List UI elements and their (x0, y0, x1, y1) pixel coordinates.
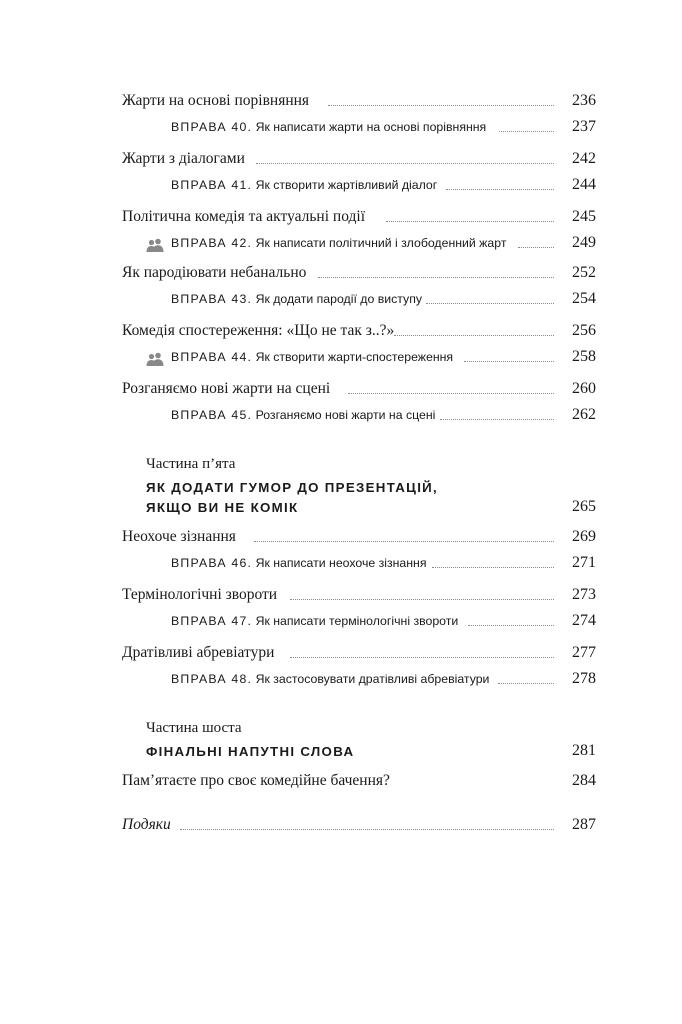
toc-entry-title: Як застосовувати дратівливі абревіатури (255, 672, 490, 686)
toc-exercise[interactable] (0, 612, 682, 636)
toc-entry[interactable] (0, 380, 682, 404)
toc-page-number: 256 (572, 322, 596, 339)
leader-dots (318, 277, 554, 278)
toc-page-number: 265 (572, 498, 596, 515)
leader-dots (256, 163, 554, 164)
toc-page-number: 244 (572, 176, 596, 193)
toc-exercise[interactable] (0, 234, 682, 258)
exercise-prefix: ВПРАВА 48. (171, 672, 253, 686)
toc-entry[interactable] (0, 150, 682, 174)
leader-dots (432, 567, 554, 568)
part-title-line: ЯК ДОДАТИ ГУМОР ДО ПРЕЗЕНТАЦІЙ, (146, 480, 439, 495)
toc-page-number: 252 (572, 264, 596, 281)
toc-entry-title: Пам’ятаєте про своє комедійне бачення? (122, 772, 390, 789)
toc-exercise[interactable] (0, 406, 682, 430)
toc-page-number: 278 (572, 670, 596, 687)
toc-entry-title: Розганяємо нові жарти на сцені (255, 408, 436, 422)
toc-entry-title: Термінологічні звороти (122, 586, 278, 603)
toc-entry[interactable] (0, 528, 682, 552)
toc-exercise[interactable] (0, 554, 682, 578)
part-heading[interactable] (0, 742, 682, 766)
toc-page-number: 260 (572, 380, 596, 397)
exercise-prefix: ВПРАВА 41. (171, 178, 253, 192)
exercise-prefix: ВПРАВА 40. (171, 120, 253, 134)
toc-page-number: 281 (572, 742, 596, 759)
toc-entry[interactable] (0, 644, 682, 668)
toc-entry[interactable] (0, 92, 682, 116)
toc-page-number: 242 (572, 150, 596, 167)
toc-page-number: 237 (572, 118, 596, 135)
toc-page-number: 287 (572, 816, 596, 833)
toc-exercise[interactable] (0, 118, 682, 142)
toc-exercise[interactable] (0, 348, 682, 372)
leader-dots (290, 657, 554, 658)
toc-entry-title: Розганяємо нові жарти на сцені (122, 380, 331, 397)
toc-entry-title: Подяки (122, 816, 171, 833)
toc-page-number: 274 (572, 612, 596, 629)
toc-entry-title: Як пародіювати небанально (122, 264, 307, 281)
leader-dots (290, 599, 554, 600)
toc-entry-title: Дратівливі абревіатури (122, 644, 275, 661)
leader-dots (394, 335, 554, 336)
leader-dots (254, 541, 554, 542)
toc-exercise[interactable] (0, 670, 682, 694)
toc-entry-title: Жарти на основі порівняння (122, 92, 310, 109)
toc-entry-title: Неохоче зізнання (122, 528, 236, 545)
toc-entry-title: Політична комедія та актуальні події (122, 208, 366, 225)
leader-dots (386, 221, 554, 222)
exercise-prefix: ВПРАВА 45. (171, 408, 253, 422)
toc-page-number: 273 (572, 586, 596, 603)
toc-page-number: 262 (572, 406, 596, 423)
exercise-prefix: ВПРАВА 42. (171, 236, 253, 250)
exercise-prefix: ВПРАВА 46. (171, 556, 253, 570)
leader-dots (426, 303, 554, 304)
leader-dots (464, 361, 554, 362)
toc-entry[interactable] (0, 322, 682, 346)
part-label: Частина п’ята (146, 456, 236, 472)
toc-entry[interactable] (0, 208, 682, 232)
toc-entry-thanks[interactable] (0, 816, 682, 840)
toc-exercise[interactable] (0, 176, 682, 200)
toc-entry[interactable] (0, 586, 682, 610)
toc-entry-title: Як створити жартівливий діалог (255, 178, 438, 192)
toc-page-number: 249 (572, 234, 596, 251)
leader-dots (446, 189, 554, 190)
part-heading[interactable] (0, 498, 682, 522)
toc-entry-title: Як написати жарти на основі порівняння (255, 120, 487, 134)
toc-page-number: 284 (572, 772, 596, 789)
part-label: Частина шоста (146, 720, 242, 736)
toc-entry[interactable] (0, 264, 682, 288)
leader-dots (180, 829, 554, 830)
people-icon (146, 238, 164, 252)
toc-page-number: 245 (572, 208, 596, 225)
toc-entry-title: Як написати неохоче зізнання (255, 556, 427, 570)
leader-dots (328, 105, 554, 106)
leader-dots (348, 393, 554, 394)
part-title-line: ЯКЩО ВИ НЕ КОМІК (146, 500, 299, 515)
toc-page-number: 254 (572, 290, 596, 307)
people-icon (146, 352, 164, 366)
toc-entry-title: Як написати термінологічні звороти (255, 614, 459, 628)
toc-entry[interactable] (0, 772, 682, 796)
leader-dots (468, 625, 554, 626)
toc-entry-title: Комедія спостереження: «Що не так з..?» (122, 322, 395, 339)
toc-entry-title: Як написати політичний і злободенний жарт (255, 236, 507, 250)
toc-entry-title: Як додати пародії до виступу (255, 292, 422, 306)
part-title-line: ФІНАЛЬНІ НАПУТНІ СЛОВА (146, 744, 355, 759)
toc-page-number: 258 (572, 348, 596, 365)
exercise-prefix: ВПРАВА 44. (171, 350, 253, 364)
leader-dots (440, 419, 554, 420)
toc-entry-title: Жарти з діалогами (122, 150, 245, 167)
toc-entry-title: Як створити жарти-спостереження (255, 350, 454, 364)
toc-page-number: 269 (572, 528, 596, 545)
toc-page-number: 277 (572, 644, 596, 661)
toc-page-number: 271 (572, 554, 596, 571)
toc-page-number: 236 (572, 92, 596, 109)
exercise-prefix: ВПРАВА 47. (171, 614, 253, 628)
toc-exercise[interactable] (0, 290, 682, 314)
exercise-prefix: ВПРАВА 43. (171, 292, 253, 306)
